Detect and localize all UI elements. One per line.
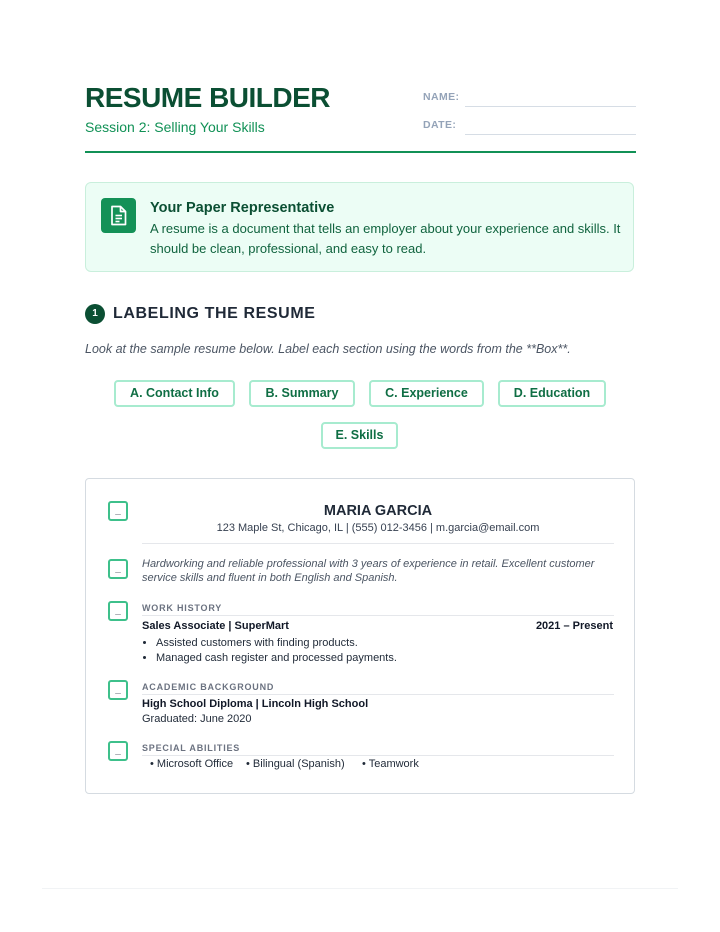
instruction-text: Look at the sample resume below. Label each section using the words from the **Box**. (85, 342, 571, 356)
word-option-contact-info[interactable]: A. Contact Info (114, 380, 235, 407)
resume-divider (142, 543, 614, 544)
name-label: NAME: (423, 91, 460, 103)
skill-item: • Teamwork (362, 758, 419, 770)
label-blank-summary[interactable]: _ (108, 559, 128, 579)
work-divider (142, 615, 614, 616)
sample-resume (85, 478, 635, 794)
word-option-education[interactable]: D. Education (498, 380, 606, 407)
page-title: RESUME BUILDER (85, 82, 331, 113)
name-field[interactable] (423, 85, 636, 107)
section-number-badge: 1 (85, 304, 105, 324)
skill-item: • Bilingual (Spanish) (246, 758, 345, 770)
education-divider (142, 694, 614, 695)
list-item: • Assisted customers with finding products. (156, 636, 397, 651)
document-icon (101, 198, 136, 233)
resume-name: MARIA GARCIA (323, 503, 433, 519)
section-title: LABELING THE RESUME (113, 305, 316, 322)
word-option-experience[interactable]: C. Experience (369, 380, 484, 407)
job-dates: 2021 – Present (535, 620, 613, 632)
page-subtitle: Session 2: Selling Your Skills (85, 119, 265, 135)
date-field[interactable] (423, 113, 636, 135)
intro-callout (85, 182, 634, 272)
label-blank-education[interactable]: _ (108, 680, 128, 700)
label-blank-contact[interactable]: _ (108, 501, 128, 521)
job-bullets (142, 636, 397, 666)
word-option-skills[interactable]: E. Skills (321, 422, 398, 449)
job-title: Sales Associate | SuperMart (142, 620, 289, 632)
callout-text: A resume is a document that tells an employer about your experience and skills. It should be clean, professional, and easy to read. (150, 221, 621, 256)
list-item: • Managed cash register and processed payments. (156, 651, 397, 666)
name-line[interactable] (465, 106, 636, 107)
education-heading: ACADEMIC BACKGROUND (142, 682, 275, 692)
graduation-date: Graduated: June 2020 (142, 713, 252, 725)
footer-divider (42, 888, 678, 889)
callout-title: Your Paper Representative (150, 200, 335, 216)
work-history-heading: WORK HISTORY (142, 603, 223, 613)
label-blank-experience[interactable]: _ (108, 601, 128, 621)
degree: High School Diploma | Lincoln High School (142, 698, 369, 710)
word-option-summary[interactable]: B. Summary (249, 380, 355, 407)
skills-divider (142, 755, 614, 756)
date-label: DATE: (423, 119, 457, 131)
skill-item: • Microsoft Office (150, 758, 234, 770)
resume-summary: Hardworking and reliable professional with 3 years of experience in retail. Excellent customer service skills and fluent in both English and Spanish. (142, 558, 595, 584)
resume-contact: 123 Maple St, Chicago, IL | (555) 012-3456 | m.garcia@email.com (216, 522, 540, 534)
label-blank-skills[interactable]: _ (108, 741, 128, 761)
header-divider (85, 151, 636, 153)
date-line[interactable] (465, 134, 636, 135)
skills-heading: SPECIAL ABILITIES (142, 743, 241, 753)
